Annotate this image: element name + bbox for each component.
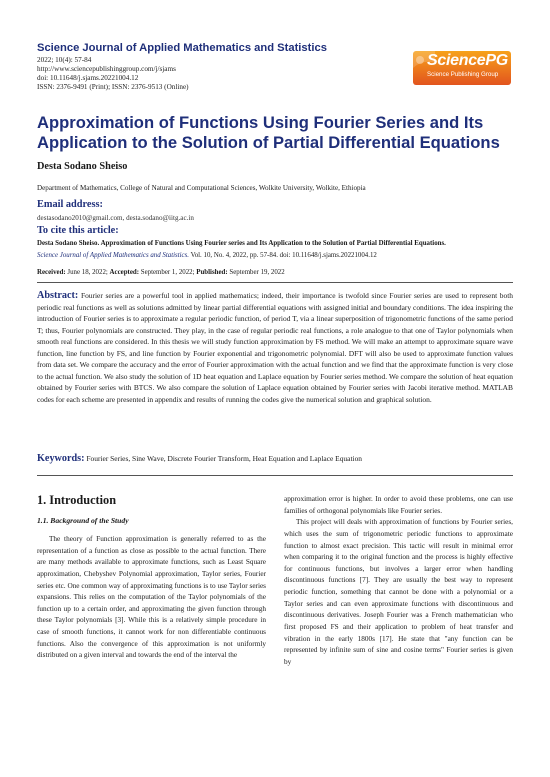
journal-name: Science Journal of Applied Mathematics and Statistics <box>37 42 327 54</box>
published-date: September 19, 2022 <box>227 269 285 276</box>
logo-text: SciencePG <box>427 52 508 69</box>
logo-subtext: Science Publishing Group <box>427 71 499 78</box>
accepted-date: September 1, 2022; <box>139 269 197 276</box>
publisher-logo <box>413 51 511 85</box>
published-label: Published: <box>196 269 228 276</box>
received-date: June 18, 2022; <box>65 269 110 276</box>
journal-issn: ISSN: 2376-9491 (Print); ISSN: 2376-9513 (Online) <box>37 83 189 91</box>
author-name: Desta Sodano Sheiso <box>37 161 128 172</box>
received-label: Received: <box>37 269 66 276</box>
abstract-label: Abstract: <box>37 290 79 301</box>
email-heading: Email address: <box>37 199 103 210</box>
paper-title: Approximation of Functions Using Fourier Series and Its Application to the Solution of Partial Differential Equations <box>37 113 500 152</box>
divider-bottom <box>37 475 513 476</box>
citation-details: Vol. 10, No. 4, 2022, pp. 57-84. doi: 10.11648/j.sjams.20221004.12 <box>189 252 377 259</box>
keywords-text: Fourier Series, Sine Wave, Discrete Fourier Transform, Heat Equation and Laplace Equation <box>84 454 363 463</box>
citation-line-1: Desta Sodano Sheiso. Approximation of Functions Using Fourier series and Its Application to the Solution of Partial Differential Equations. <box>37 240 446 247</box>
author-affiliation: Department of Mathematics, College of Natural and Computational Sciences, Wolkite University, Wolkite, Ethiopia <box>37 184 366 192</box>
abstract-text: Fourier series are a powerful tool in applied mathematics; indeed, their importance is twofold since Fourier series are used to represent both periodic real functions as well as solutions admitted by linear partial differential equations with assigned initial and boundary conditions. The idea inspiring the introduction of Fourier series is to approximate a regular periodic function, of period T, via a linear superposition of trigonometric functions of the same period T; thus, Fourier polynomials are constructed. They play, in the case of regular periodic real functions, a role analogue to that one of Taylor polynomials when smooth real functions are considered. In this thesis we will study function approximation by FS method. We will make an attempt to approximate square wave function, line function by FS, and line function by Fourier exponential and trigonometric polynomial. DFT will also be used to approximate function values from data set. We compare the accuracy and the error of Fourier approximation with the actual function and we find that the approximate function is very close to the actual function. We also study the solution of 1D heat equation and Laplace equation by Fourier series method. We compare the solution of heat equation obtained by Fourier series with BTCS. We also compare the solution of Laplace equation obtained by Fourier series with Jacobi iterative method. MATLAB codes for each scheme are presented in appendix and results of running the codes give the numerical solution and graphical solution. <box>37 291 513 404</box>
cite-heading: To cite this article: <box>37 225 119 236</box>
divider-top <box>37 282 513 283</box>
right-column <box>284 494 513 668</box>
journal-doi: doi: 10.11648/j.sjams.20221004.12 <box>37 74 139 82</box>
abstract <box>37 290 513 405</box>
body-paragraph: This project will deals with approximation of functions by Fourier series, which uses the sum of trigonometric periodic functions to approximate function to almost exact precision. This tactic will result in minimal error when comparing it to the original function and the process is highly effective for continuous functions, but involves a larger error when handling discontinuous functions [7]. They are usually the best way to represent periodic function, something that cannot be done with a polynomial or a Taylor series and can even approximate functions with discontinuous and discontinuous derivatives. Joseph Fourier was a French mathematician who first proposed FS and their application to problem of heat transfer and vibration in the early 1800s [17]. He state that "any function can be represented by infinite sum of sine and cosine terms" Fourier series is given by <box>284 518 513 666</box>
subsection-heading: 1.1. Background of the Study <box>37 516 129 525</box>
article-dates <box>37 269 285 276</box>
body-paragraph: approximation error is higher. In order to avoid these problems, one can use families of orthogonal polynomials like Fourier series. <box>284 495 513 515</box>
accepted-label: Accepted: <box>109 269 140 276</box>
journal-url[interactable]: http://www.sciencepublishinggroup.com/j/sjams <box>37 65 176 73</box>
left-column <box>37 534 266 662</box>
keywords-label: Keywords: <box>37 453 85 464</box>
citation-journal: Science Journal of Applied Mathematics and Statistics. <box>37 252 190 259</box>
body-paragraph: The theory of Function approximation is generally referred to as the representation of a function as close as possible to the actual function. There are many methods available to approximate functions, such as Least Square approximation, Chebyshev Polynomial approximation, Taylor series, Fourier series etc. One common way of approximating functions is to use Taylor series expansions. This relies on the computation of the Taylor polynomials of the function up to a certain order, and approximating the given function through these Taylor polynomials [3]. While this is a relatively simple procedure in case of smooth functions, it cannot work for non differentiable continuous functions. Also the convergence of this approximation is not uniformly distributed on a given interval and towards the end of the interval the <box>37 535 266 660</box>
section-heading: 1. Introduction <box>37 493 117 507</box>
citation-line-2 <box>37 252 377 259</box>
email-addresses[interactable]: destasodano2010@gmail.com, desta.sodano@iitg.ac.in <box>37 214 194 222</box>
keywords <box>37 453 513 464</box>
journal-issue: 2022; 10(4): 57-84 <box>37 56 92 64</box>
